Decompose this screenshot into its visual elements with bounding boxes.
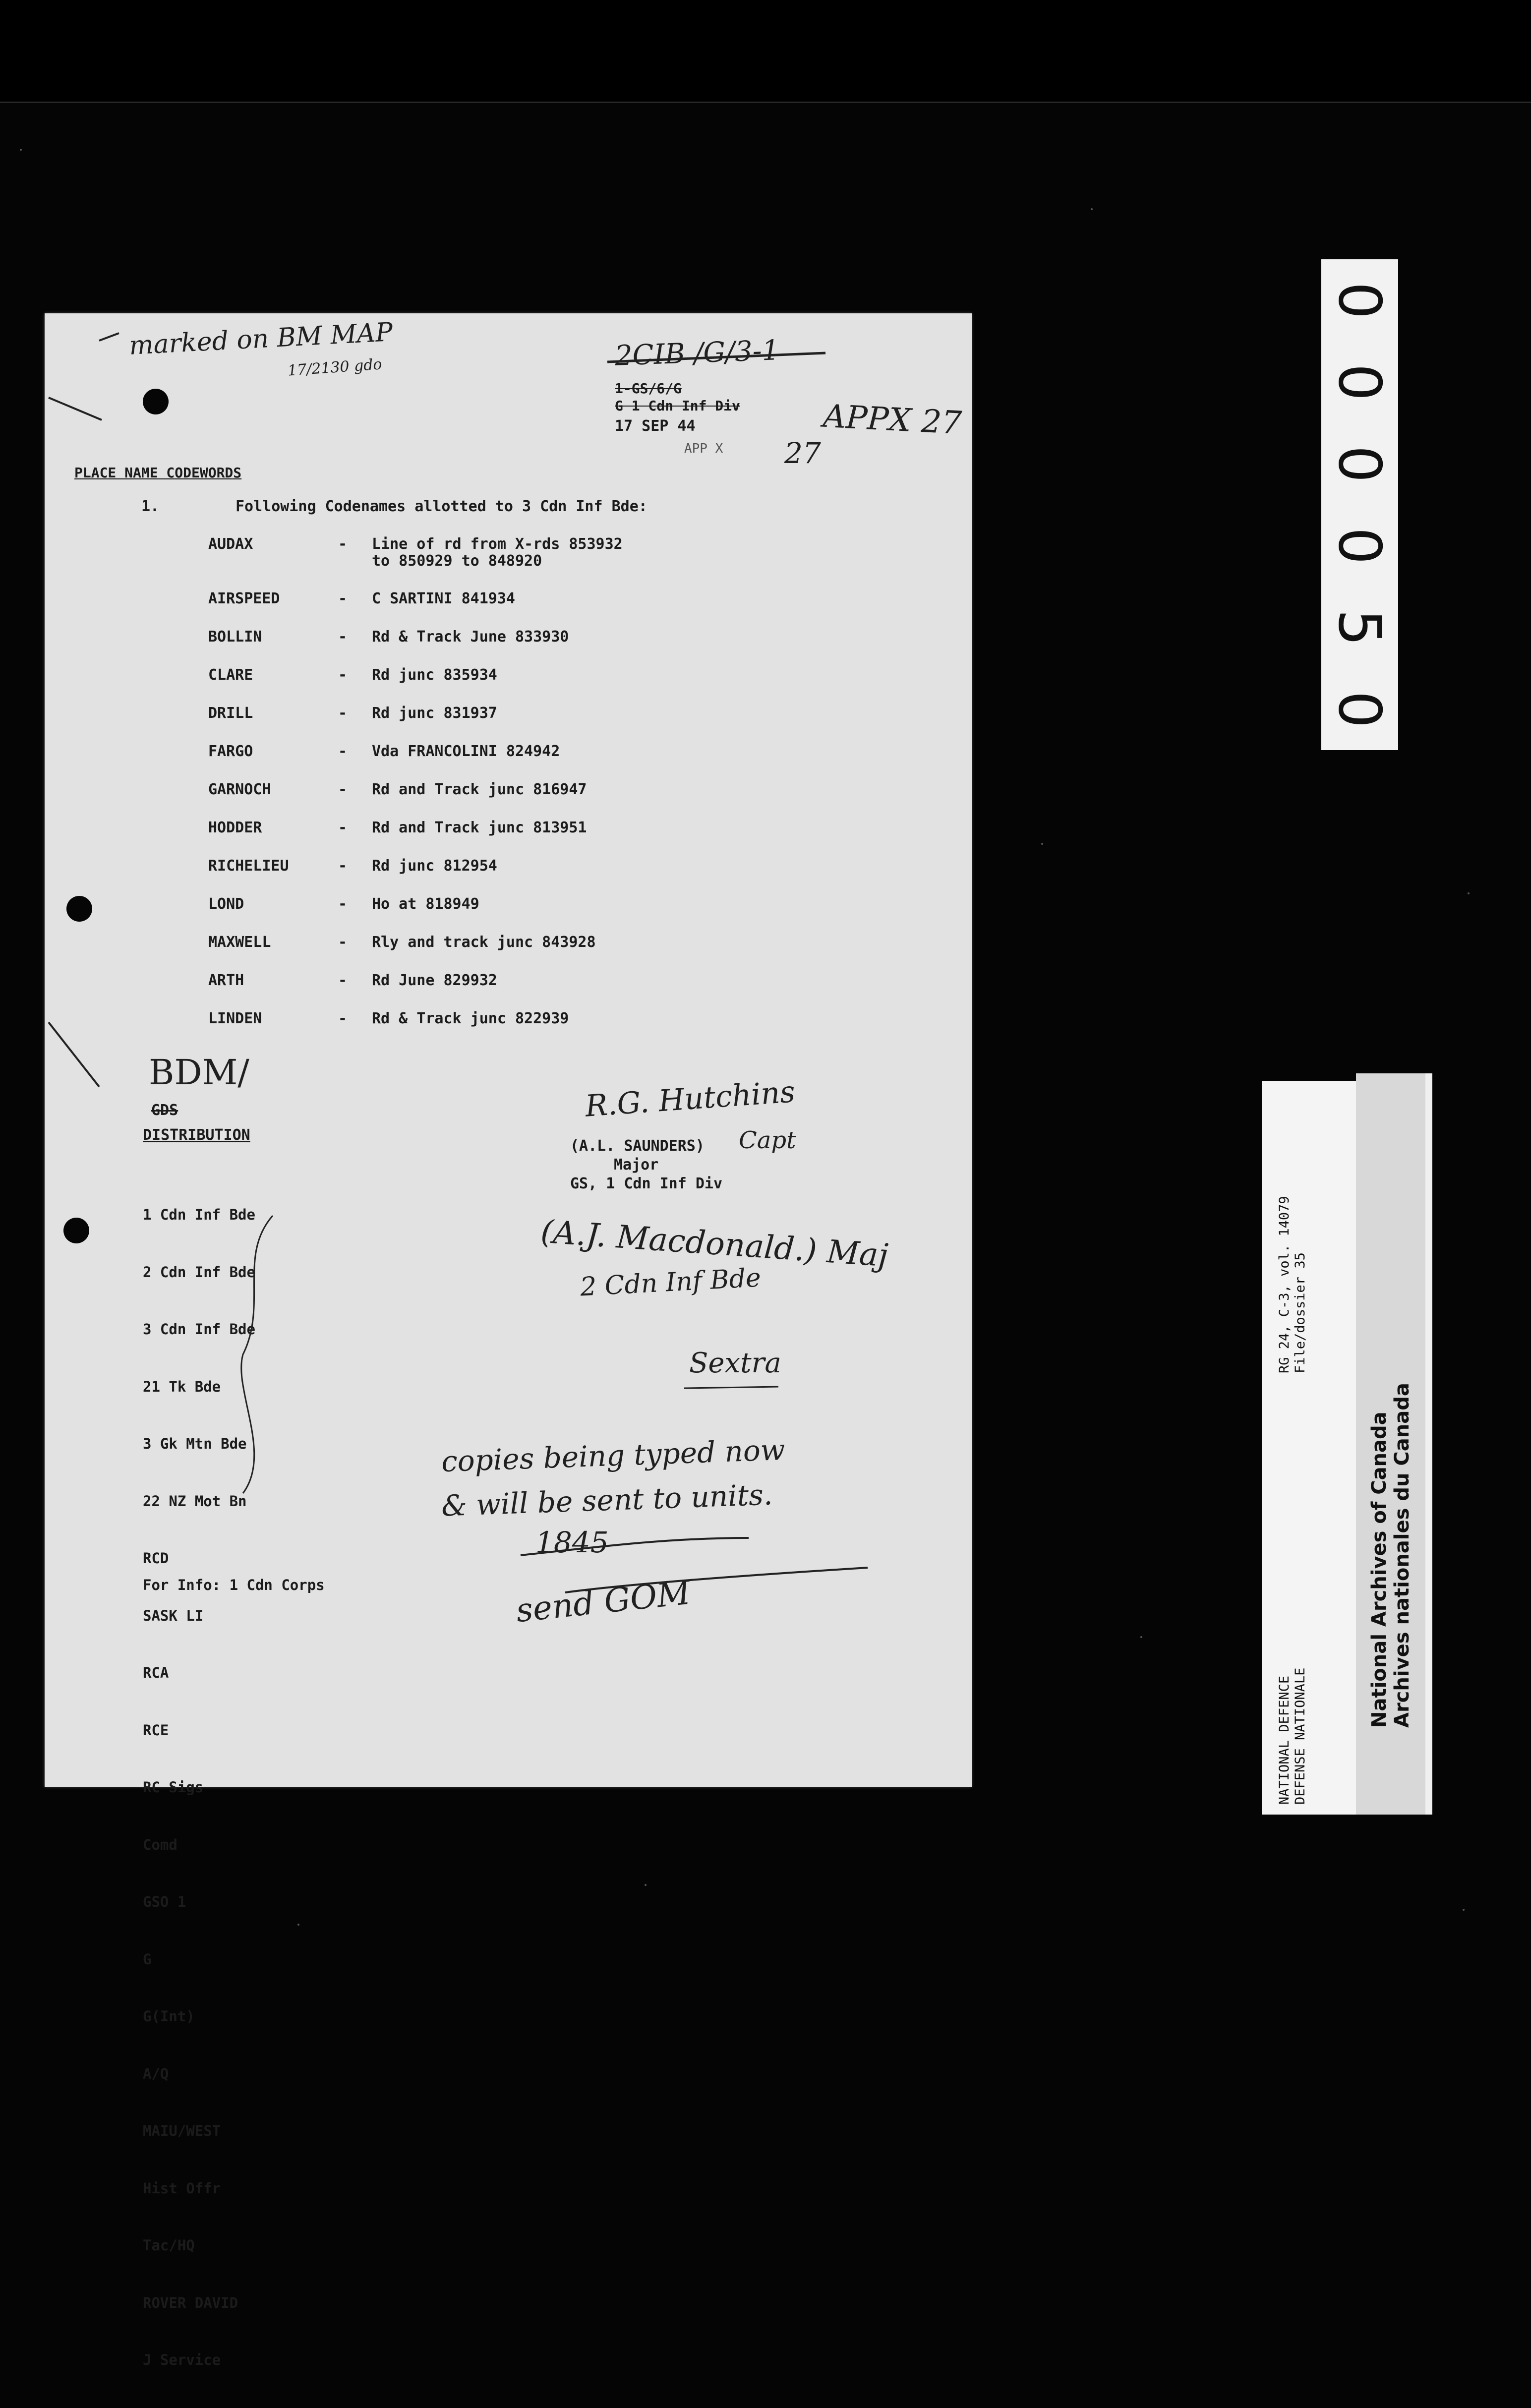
distribution-item: G	[143, 1950, 152, 1968]
signatory-name: (A.L. SAUNDERS)	[570, 1137, 705, 1155]
codeword-location: C SARTINI 841934	[372, 590, 515, 607]
distribution-item: 2 Cdn Inf Bde	[143, 1263, 255, 1281]
distribution-item: J Service	[143, 2351, 221, 2368]
paragraph-number: 1.	[141, 498, 160, 515]
dash: -	[338, 819, 348, 836]
dash: -	[338, 895, 348, 913]
codeword-location: Rd and Track junc 816947	[372, 781, 587, 798]
distribution-item: RCE	[143, 1721, 169, 1739]
stamp-archives-french: Archives nationales du Canada	[1391, 1383, 1413, 1728]
codeword-location: Rd & Track junc 822939	[372, 1010, 569, 1027]
distribution-item: G(Int)	[143, 2008, 195, 2025]
codeword-name: MAXWELL	[208, 934, 271, 951]
codeword-location: Rd and Track junc 813951	[372, 819, 587, 836]
codeword-location: Ho at 818949	[372, 895, 479, 913]
dash: -	[338, 590, 348, 607]
stamp-national-defence: NATIONAL DEFENCE	[1277, 1675, 1292, 1805]
handwritten-appx-mid: 27	[784, 436, 821, 470]
codeword-location: Rd junc 835934	[372, 666, 497, 684]
handwritten-capt: Capt	[739, 1126, 796, 1154]
signature: R.G. Hutchins	[584, 1074, 797, 1124]
handwritten-copies-note: copies being typed now	[441, 1432, 786, 1479]
dust-speck	[1140, 1636, 1142, 1638]
codeword-location: Vda FRANCOLINI 824942	[372, 743, 560, 760]
distribution-item: A/Q	[143, 2065, 169, 2082]
handwritten-units-note: & will be sent to units.	[441, 1477, 773, 1523]
frame-digit: 0	[1325, 281, 1394, 319]
distribution-heading: DISTRIBUTION	[143, 1126, 250, 1144]
archive-tab-edge	[1425, 1073, 1432, 1815]
distribution-item: Hist Offr	[143, 2179, 221, 2197]
dash: -	[338, 972, 348, 989]
signatory-office: GS, 1 Cdn Inf Div	[570, 1175, 723, 1192]
codeword-location: Rd junc 812954	[372, 857, 497, 875]
frame-digit: 0	[1325, 363, 1394, 401]
dust-speck	[1468, 892, 1470, 894]
struck-office: G 1 Cdn Inf Div	[615, 398, 740, 414]
distribution-item: Comd	[143, 1836, 177, 1853]
dash: -	[338, 857, 348, 875]
codeword-name: LOND	[208, 895, 244, 913]
distribution-item: SASK LI	[143, 1607, 204, 1624]
distribution-item: RCA	[143, 1664, 169, 1681]
handwritten-send-gom: send GOM	[514, 1573, 693, 1630]
distribution-item: 21 Tk Bde	[143, 1378, 221, 1395]
distribution-item: RC Sigs	[143, 1779, 204, 1796]
codeword-name: DRILL	[208, 705, 253, 722]
dust-speck	[1091, 208, 1093, 210]
distribution-item: ROVER DAVID	[143, 2294, 238, 2311]
codeword-name: LINDEN	[208, 1010, 262, 1027]
handwritten-appx-number: APPX 27	[822, 398, 963, 442]
dash: -	[338, 934, 348, 951]
intro-text: Following Codenames allotted to 3 Cdn Inf Bde:	[236, 498, 648, 515]
dash: -	[338, 705, 348, 722]
scanner-top-band	[0, 0, 1531, 103]
typed-document-page	[45, 313, 972, 2368]
frame-digit: 0	[1325, 690, 1394, 728]
dash: -	[338, 666, 348, 684]
archive-name-tab	[1356, 1073, 1425, 1815]
stamp-defense-nationale: DEFENSE NATIONALE	[1293, 1667, 1308, 1805]
stamp-record-group: RG 24, C-3, vol. 14079	[1277, 1196, 1292, 1373]
handwritten-macdonald: (A.J. Macdonald.) Maj	[539, 1213, 889, 1275]
handwritten-file-reference: 2CIB /G/3-1	[614, 334, 780, 372]
distribution-item: Tac/HQ	[143, 2237, 195, 2254]
document-title: PLACE NAME CODEWORDS	[74, 465, 242, 481]
codeword-location-cont: to 850929 to 848920	[372, 552, 542, 570]
codeword-name: CLARE	[208, 666, 253, 684]
archive-reference-label	[1262, 1081, 1356, 1815]
stamp-archives-english: National Archives of Canada	[1368, 1411, 1391, 1728]
codeword-name: BOLLIN	[208, 628, 262, 646]
frame-digit: 0	[1325, 445, 1394, 483]
dash: -	[338, 628, 348, 646]
codeword-location: Rd & Track June 833930	[372, 628, 569, 646]
struck-gds: GDS	[151, 1102, 178, 1119]
dash: -	[338, 1010, 348, 1027]
distribution-item: 3 Gk Mtn Bde	[143, 1435, 247, 1452]
distribution-item: RCD	[143, 1550, 169, 1567]
signatory-rank: Major	[614, 1156, 659, 1174]
handwritten-time: 1845	[535, 1526, 609, 1559]
codeword-name: GARNOCH	[208, 781, 271, 798]
dust-speck	[20, 149, 22, 151]
stamp-file-dossier: File/dossier 35	[1293, 1252, 1308, 1373]
dash: -	[338, 743, 348, 760]
handwritten-bdm: BDM/	[149, 1052, 249, 1093]
dust-speck	[645, 1884, 647, 1886]
codeword-name: AIRSPEED	[208, 590, 280, 607]
pen-strokes	[45, 313, 972, 1787]
distribution-item: MAIU/WEST	[143, 2122, 221, 2139]
dust-speck	[1463, 1909, 1465, 1911]
frame-digit: 0	[1325, 527, 1394, 565]
dust-speck	[1041, 843, 1043, 845]
handwritten-sextra: Sextra	[689, 1347, 781, 1379]
codeword-name: FARGO	[208, 743, 253, 760]
handwritten-map-note: marked on BM MAP	[128, 317, 394, 361]
dash: -	[338, 535, 348, 553]
handwritten-macdonald-unit: 2 Cdn Inf Bde	[579, 1263, 762, 1302]
frame-digit: 5	[1325, 608, 1394, 646]
codeword-location: Rly and track junc 843928	[372, 934, 596, 951]
codeword-name: AUDAX	[208, 535, 253, 553]
app-stamp: APP X	[684, 441, 723, 456]
codeword-name: HODDER	[208, 819, 262, 836]
for-information: For Info: 1 Cdn Corps	[143, 1577, 325, 1593]
codeword-location: Rd junc 831937	[372, 705, 497, 722]
document-date: 17 SEP 44	[615, 417, 696, 435]
codeword-name: RICHELIEU	[208, 857, 289, 875]
dust-speck	[297, 1924, 299, 1926]
codeword-location: Rd June 829932	[372, 972, 497, 989]
distribution-item: 1 Cdn Inf Bde	[143, 1206, 255, 1223]
codeword-location: Line of rd from X-rds 853932	[372, 535, 623, 553]
codeword-name: ARTH	[208, 972, 244, 989]
struck-reference: 1-GS/6/G	[615, 380, 682, 397]
dash: -	[338, 781, 348, 798]
distribution-item: GSO 1	[143, 1893, 186, 1910]
distribution-item: 22 NZ Mot Bn	[143, 1492, 247, 1510]
handwritten-map-note-time: 17/2130 gdo	[287, 355, 383, 380]
frame-number-strip	[1321, 259, 1398, 750]
distribution-item: 3 Cdn Inf Bde	[143, 1321, 255, 1338]
